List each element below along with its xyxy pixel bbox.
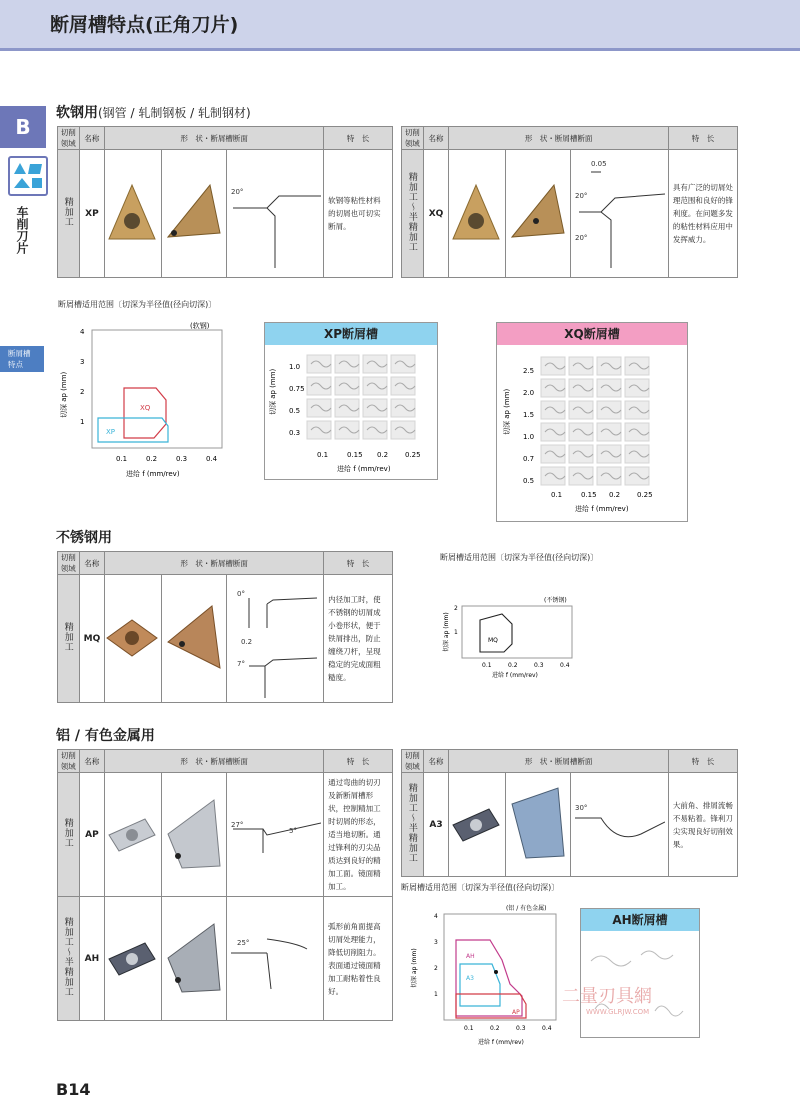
xp-spec-table (57, 126, 393, 278)
svg-text:AH: AH (466, 953, 475, 960)
alu-heading: 铝 / 有色金属用 (56, 728, 155, 744)
chip-photo-cell (625, 467, 649, 485)
a3-range-region (460, 964, 500, 1006)
svg-text:0.05: 0.05 (591, 159, 607, 168)
xq-insert-section-photo (506, 150, 571, 278)
chip-photo-cell (541, 401, 565, 419)
svg-text:0.2: 0.2 (240, 637, 252, 646)
col-shape: 形 状・断屑槽断面 (449, 750, 669, 773)
a3-region: 精加工～半精加工 (402, 773, 424, 877)
svg-text:0.15: 0.15 (581, 491, 597, 499)
turning-insert-icon (8, 156, 48, 196)
page-number: B14 (56, 1080, 91, 1099)
col-name: 名称 (79, 750, 105, 773)
svg-text:7°: 7° (236, 659, 245, 668)
svg-text:进给 f (mm/rev): 进给 f (mm/rev) (492, 672, 538, 679)
mq-region: 精加工 (58, 575, 80, 703)
xp-feature: 软钢等粘性材料的切屑也可切实断屑。 (324, 150, 393, 278)
chip-photo-cell (569, 379, 593, 397)
svg-text:0.25: 0.25 (405, 451, 421, 459)
svg-text:进给 f (mm/rev): 进给 f (mm/rev) (337, 465, 391, 473)
mq-insert-section-photo (161, 575, 226, 703)
svg-text:切深 ap (mm): 切深 ap (mm) (60, 371, 68, 418)
xq-groove-section (571, 150, 669, 278)
chip-photo-cell (625, 445, 649, 463)
col-feature: 特 长 (668, 127, 737, 150)
ap-name: AP (79, 773, 105, 897)
svg-text:XQ: XQ (140, 404, 151, 412)
col-feature: 特 长 (668, 750, 737, 773)
svg-text:1: 1 (434, 991, 438, 998)
xq-chip-title: XQ断屑槽 (497, 323, 687, 345)
col-region: 切削 领域 (58, 127, 80, 150)
chip-photo-cell (363, 421, 387, 439)
watermark: 二量刃具網 (562, 986, 652, 1007)
mq-name: MQ (79, 575, 105, 703)
a3-spec-table (401, 749, 738, 877)
a3-feature: 大前角、排屑流畅不易粘着。锋利刀尖实现良好切削效果。 (668, 773, 737, 877)
svg-text:2: 2 (434, 965, 438, 972)
chip-photo-cell (391, 377, 415, 395)
xp-region: 精加工 (58, 150, 80, 278)
chip-photo-cell (541, 423, 565, 441)
mq-range-region (480, 614, 512, 652)
stainless-heading: 不锈钢用 (56, 530, 112, 546)
chip-photo-cell (597, 379, 621, 397)
xq-spec-table (401, 126, 738, 278)
chip-photo-cell (335, 421, 359, 439)
svg-text:0.3: 0.3 (176, 455, 188, 463)
chip-photo-cell (541, 467, 565, 485)
xq-feature: 具有广泛的切屑处理范围和良好的锋利度。在问题多发的粘性材料应用中发挥威力。 (668, 150, 737, 278)
chip-photo-cell (597, 445, 621, 463)
svg-text:4: 4 (80, 328, 85, 336)
chip-photo-cell (625, 423, 649, 441)
col-region: 切削 领域 (58, 750, 80, 773)
svg-text:1: 1 (454, 629, 458, 636)
svg-text:(不锈钢): (不锈钢) (544, 597, 567, 604)
svg-text:25°: 25° (236, 938, 249, 947)
svg-text:0.1: 0.1 (551, 491, 563, 499)
svg-text:0.5: 0.5 (289, 407, 301, 415)
svg-text:AP: AP (512, 1009, 520, 1016)
svg-text:0.2: 0.2 (508, 662, 518, 669)
svg-text:0.3: 0.3 (289, 429, 301, 437)
col-region: 切削 领域 (402, 750, 424, 773)
ah-insert-section-photo (161, 897, 226, 1021)
soft-range-chart (58, 318, 228, 488)
svg-text:MQ: MQ (488, 637, 498, 644)
xp-chip-title: XP断屑槽 (265, 323, 437, 345)
svg-text:3: 3 (80, 358, 85, 366)
col-feature: 特 长 (324, 552, 393, 575)
chip-photo-cell (363, 355, 387, 373)
watermark-url: WWW.GLRJW.COM (586, 1008, 650, 1016)
chip-photo-cell (597, 357, 621, 375)
chip-photo-cell (307, 377, 331, 395)
xq-chip-grid (497, 345, 687, 521)
chip-photo-cell (569, 357, 593, 375)
svg-text:进给 f (mm/rev): 进给 f (mm/rev) (575, 505, 629, 513)
svg-text:进给 f (mm/rev): 进给 f (mm/rev) (126, 470, 180, 478)
svg-text:27°: 27° (230, 820, 243, 829)
chip-photo-cell (625, 401, 649, 419)
col-name: 名称 (423, 127, 449, 150)
ap-groove-section (226, 773, 324, 897)
chip-photo-cell (363, 377, 387, 395)
col-name: 名称 (79, 127, 105, 150)
svg-text:0.2: 0.2 (146, 455, 158, 463)
svg-text:0.1: 0.1 (482, 662, 492, 669)
ah-region: 精加工～半精加工 (58, 897, 80, 1021)
svg-text:1.5: 1.5 (523, 411, 535, 419)
svg-text:0.25: 0.25 (637, 491, 653, 499)
svg-text:0.15: 0.15 (347, 451, 363, 459)
chip-photo-cell (569, 467, 593, 485)
svg-text:0.4: 0.4 (542, 1025, 552, 1032)
svg-text:1.0: 1.0 (523, 433, 535, 441)
xq-region: 精加工～半精加工 (402, 150, 424, 278)
a3-name: A3 (423, 773, 449, 877)
svg-text:30°: 30° (575, 803, 588, 812)
ap-insert-photo (105, 773, 162, 897)
chip-photo-cell (597, 467, 621, 485)
ah-groove-section (226, 897, 324, 1021)
svg-text:0.4: 0.4 (560, 662, 570, 669)
xp-groove-section (226, 150, 324, 278)
svg-text:(铝 / 有色金属): (铝 / 有色金属) (506, 905, 547, 912)
svg-text:0.3: 0.3 (516, 1025, 526, 1032)
chip-photo-cell (307, 355, 331, 373)
chip-photo-cell (541, 445, 565, 463)
svg-text:切深 ap (mm): 切深 ap (mm) (503, 388, 511, 435)
svg-text:0.1: 0.1 (116, 455, 128, 463)
ah-insert-photo (105, 897, 162, 1021)
side-tab-chipbreaker[interactable]: 断屑槽 特点 (0, 346, 44, 372)
svg-text:切深 ap (mm): 切深 ap (mm) (411, 948, 418, 988)
svg-text:进给 f (mm/rev): 进给 f (mm/rev) (478, 1039, 524, 1046)
svg-text:切深 ap (mm): 切深 ap (mm) (443, 612, 450, 652)
svg-text:0.1: 0.1 (317, 451, 329, 459)
col-feature: 特 长 (324, 750, 393, 773)
header-bar (0, 0, 800, 51)
chip-photo-cell (391, 355, 415, 373)
svg-text:切深 ap (mm): 切深 ap (mm) (269, 368, 277, 415)
svg-text:1: 1 (80, 418, 85, 426)
col-name: 名称 (423, 750, 449, 773)
ap-region: 精加工 (58, 773, 80, 897)
chip-photo-cell (597, 401, 621, 419)
mq-feature: 内径加工时，使不锈钢的切屑成小卷形状，便于铁屑排出，防止缠绕刀杆，呈现稳定的完成面粗糙度。 (324, 575, 393, 703)
col-shape: 形 状・断屑槽断面 (105, 127, 324, 150)
col-name: 名称 (79, 552, 105, 575)
mq-spec-table (57, 551, 393, 703)
svg-text:0.2: 0.2 (609, 491, 621, 499)
stainless-range-chart (440, 590, 580, 680)
svg-text:A3: A3 (466, 975, 474, 982)
svg-text:4: 4 (434, 913, 438, 920)
section-tab-b[interactable]: B (0, 106, 46, 148)
ah-chip-box (580, 908, 700, 1038)
svg-text:20°: 20° (575, 191, 588, 200)
col-region: 切削 领域 (58, 552, 80, 575)
svg-text:2.0: 2.0 (523, 389, 535, 397)
chip-photo-cell (363, 399, 387, 417)
a3-insert-section-photo (506, 773, 571, 877)
xp-angle-label: 20° (230, 187, 243, 196)
mq-groove-section (226, 575, 324, 703)
side-section-label: 车削刀片 (15, 206, 29, 254)
chip-photo-cell (335, 355, 359, 373)
xq-chip-box (496, 322, 688, 522)
soft-range-title: 断屑槽适用范围〔切深为半径值(径向切深)〕 (58, 300, 217, 309)
svg-text:0.7: 0.7 (523, 455, 535, 463)
svg-text:2.5: 2.5 (523, 367, 535, 375)
chip-photo-cell (391, 399, 415, 417)
svg-text:0.2: 0.2 (490, 1025, 500, 1032)
svg-text:0.75: 0.75 (289, 385, 305, 393)
ap-feature: 通过弯曲的切刃及新断屑槽形状，控制精加工时切屑的形态，适当地切断。通过锋利的刃尖品质达到良好的精加工面。镜面精加工。 (324, 773, 393, 897)
svg-text:20°: 20° (575, 233, 588, 242)
col-shape: 形 状・断屑槽断面 (449, 127, 669, 150)
xp-name: XP (79, 150, 105, 278)
page-title: 断屑槽特点(正角刀片) (50, 14, 239, 36)
xp-chip-grid (265, 345, 437, 479)
chip-photo-cell (569, 445, 593, 463)
svg-text:XP: XP (106, 428, 116, 436)
chip-photo-cell (597, 423, 621, 441)
svg-text:0.2: 0.2 (377, 451, 389, 459)
svg-text:2: 2 (80, 388, 85, 396)
chip-photo-cell (569, 401, 593, 419)
xq-range-region (124, 388, 166, 438)
soft-steel-heading: 软钢用(钢管 / 轧制钢板 / 轧制钢材) (56, 105, 251, 121)
chip-photo-cell (335, 399, 359, 417)
ap-ah-spec-table (57, 749, 393, 1021)
ah-name: AH (79, 897, 105, 1021)
chip-photo-cell (541, 379, 565, 397)
col-region: 切削 领域 (402, 127, 424, 150)
a3-insert-photo (449, 773, 506, 877)
svg-text:1.0: 1.0 (289, 363, 301, 371)
ap-insert-section-photo (161, 773, 226, 897)
chip-photo-cell (625, 357, 649, 375)
xp-chip-box (264, 322, 438, 480)
xq-name: XQ (423, 150, 449, 278)
chip-photo-cell (569, 423, 593, 441)
svg-text:0.4: 0.4 (206, 455, 218, 463)
svg-text:0.1: 0.1 (464, 1025, 474, 1032)
ah-feature: 弧形前角面提高切屑处理能力，降低切削阻力。表面通过镜面精加工耐粘着性良好。 (324, 897, 393, 1021)
stainless-range-title: 断屑槽适用范围〔切深为半径值(径向切深)〕 (440, 553, 599, 562)
alu-range-chart (402, 900, 562, 1050)
chip-photo-cell (307, 421, 331, 439)
xp-insert-section-photo (161, 150, 226, 278)
svg-text:0.5: 0.5 (523, 477, 535, 485)
chip-photo-cell (335, 377, 359, 395)
col-shape: 形 状・断屑槽断面 (105, 552, 324, 575)
chip-photo-cell (541, 357, 565, 375)
col-feature: 特 长 (324, 127, 393, 150)
xp-insert-photo (105, 150, 162, 278)
chip-photo-cell (391, 421, 415, 439)
svg-text:0°: 0° (236, 589, 245, 598)
svg-text:0.3: 0.3 (534, 662, 544, 669)
a3-groove-section (571, 773, 669, 877)
svg-text:5°: 5° (288, 826, 297, 835)
xq-insert-photo (449, 150, 506, 278)
svg-text:2: 2 (454, 605, 458, 612)
chip-photo-cell (307, 399, 331, 417)
chip-photo-cell (625, 379, 649, 397)
col-shape: 形 状・断屑槽断面 (105, 750, 324, 773)
svg-text:(软钢): (软钢) (190, 322, 210, 330)
mq-insert-photo (105, 575, 162, 703)
alu-range-title: 断屑槽适用范围〔切深为半径值(径向切深)〕 (401, 883, 560, 892)
ah-chip-title: AH断屑槽 (581, 909, 699, 931)
svg-text:3: 3 (434, 939, 438, 946)
